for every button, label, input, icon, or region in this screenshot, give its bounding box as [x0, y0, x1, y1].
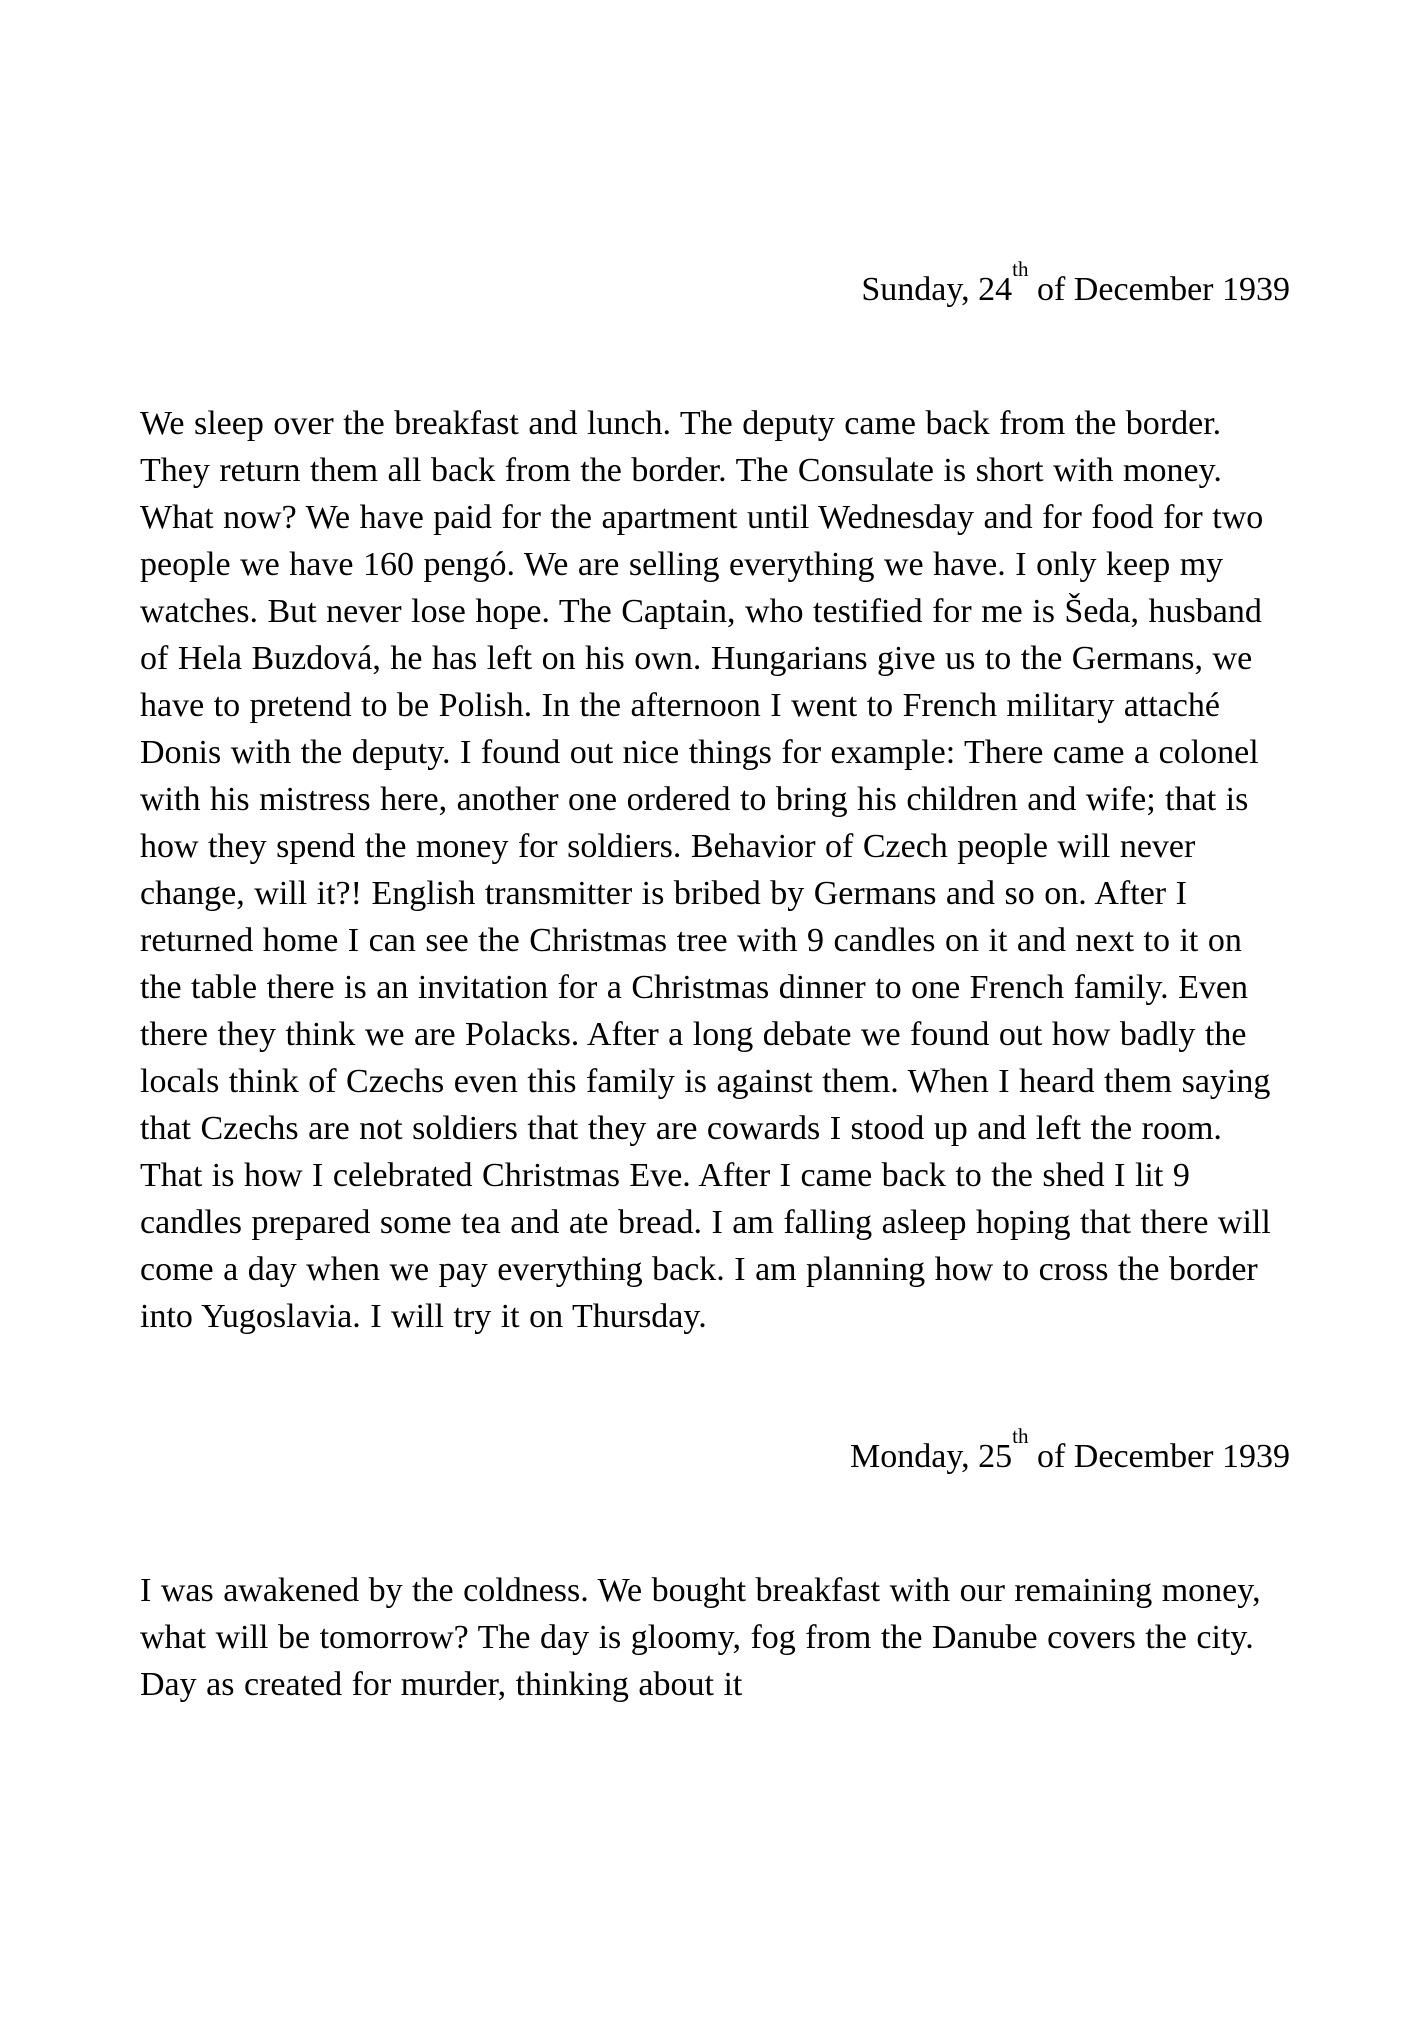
- entry-body-text: We sleep over the breakfast and lunch. The deputy came back from the border. They return them all back from the border. The Consulate is short with money. What now? We have paid for the apartment until Wednesday and for food for two people we have 160 pengó. We are selling everything we have. I only keep my watches. But never lose hope. The Captain, who testified for me is Šeda, husband of Hela Buzdová, he has left on his own. Hungarians give us to the Germans, we have to pretend to be Polish. In the afternoon I went to French military attaché Donis with the deputy. I found out nice things for example: There came a colonel with his mistress here, another one ordered to bring his children and wife; that is how they spend the money for soldiers. Behavior of Czech people will never change, will it?! English transmitter is bribed by Germans and so on. After I returned home I can see the Christmas tree with 9 candles on it and next to it on the table there is an invitation for a Christmas dinner to one French family. Even there they think we are Polacks. After a long debate we found out how badly the locals think of Czechs even this family is against them. When I heard them saying that Czechs are not soldiers that they are cowards I stood up and left the room. That is how I celebrated Christmas Eve. After I came back to the shed I lit 9 candles prepared some tea and ate bread. I am falling asleep hoping that there will come a day when we pay everything back. I am planning how to cross the border into Yugoslavia. I will try it on Thursday.: [140, 405, 1271, 1335]
- diary-entry-sunday: [140, 256, 1290, 1340]
- entry-date-day: Monday, 25: [850, 1438, 1013, 1475]
- entry-date-rest: of December 1939: [1028, 1438, 1290, 1475]
- entry-body-text: I was awakened by the coldness. We bought breakfast with our remaining money, what will be tomorrow? The day is gloomy, fog from the Danube covers the city. Day as created for murder, thinking about it: [140, 1572, 1261, 1703]
- diary-entry-monday: [140, 1423, 1290, 1708]
- ordinal-superscript: th: [1012, 256, 1029, 281]
- entry-date-day: Sunday, 24: [861, 271, 1013, 308]
- entry-date-heading: [140, 1423, 1290, 1479]
- entry-date-heading: [140, 256, 1290, 312]
- ordinal-superscript: th: [1012, 1423, 1029, 1448]
- entry-date-rest: of December 1939: [1028, 271, 1290, 308]
